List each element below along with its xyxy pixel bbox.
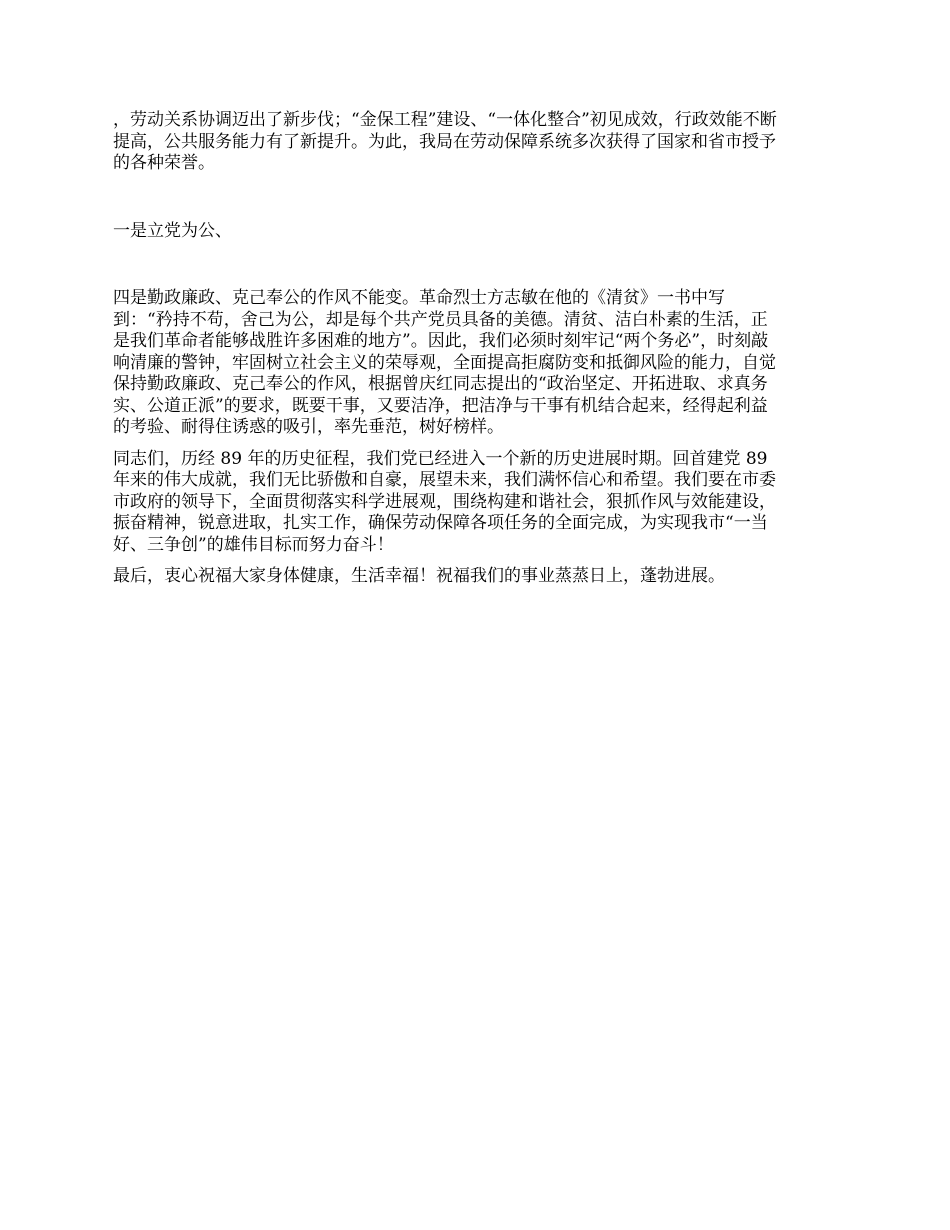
document-body (113, 110, 839, 588)
paragraph-point-one: 一是立党为公、 (113, 220, 232, 241)
paragraph-point-four: 四是勤政廉政、克己奉公的作风不能变。革命烈士方志敏在他的《清贫》一书中写 到：“矜持不苟，舍己为公，却是每个共产党员具备的美德。清贫、洁白朴素的生活，正 是我们革命者能够战胜许多困难的地方”。因此，我们必须时刻牢记“两个务必”，时刻敲 响清廉的警钟，牢固树立社会主义的荣辱观，全面提高拒腐防变和抵御风险的能力，自觉 保持勤政廉政、克己奉公的作风，根据曾庆红同志提出的“政治坚定、开拓进取、求真务 实、公道正派”的要求，既要干事，又要洁净，把洁净与干事有机结合起来，经得起利益 的考验、耐得住诱惑的吸引，率先垂范，树好榜样。 (113, 288, 776, 437)
paragraph-closing: 最后，衷心祝福大家身体健康，生活幸福！祝福我们的事业蒸蒸日上，蓬勃进展。 (113, 566, 725, 586)
paragraph-achievements: ，劳动关系协调迈出了新步伐；“金保工程”建设、“一体化整合”初见成效，行政效能不断 提高，公共服务能力有了新提升。为此，我局在劳动保障系统多次获得了国家和省市授予 的各种荣誉。 (113, 110, 777, 173)
paragraph-comrades: 同志们，历经 89 年的历史征程，我们党已经进入一个新的历史进展时期。回首建党 89 年来的伟大成就，我们无比骄傲和自豪，展望未来，我们满怀信心和希望。我们要在市委 市政府的领导下，全面贯彻落实科学进展观，围绕构建和谐社会，狠抓作风与效能建设， 振奋精神，锐意进取，扎实工作，确保劳动保障各项任务的全面完成，为实现我市“一当 好、三争创”的雄伟目标而努力奋斗！ (113, 448, 776, 555)
